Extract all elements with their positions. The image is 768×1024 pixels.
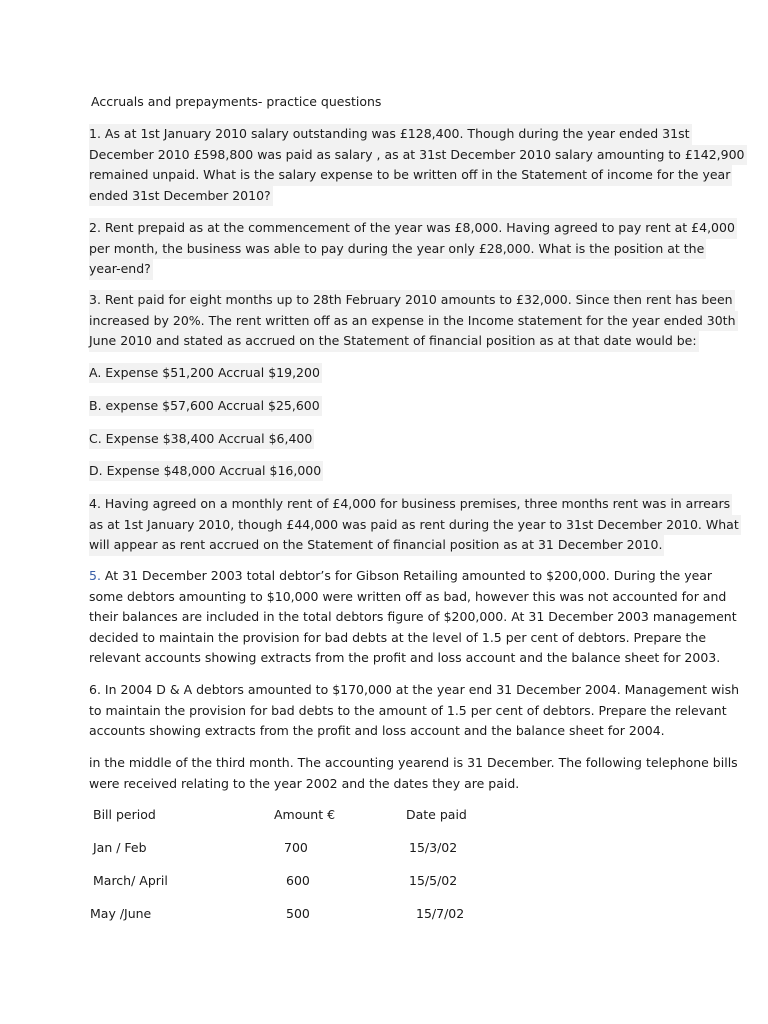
question-5-line: their balances are included in the total debtors figure of $200,000. At 31 December 2003 management — [89, 609, 737, 624]
question-3 — [89, 290, 736, 352]
option-d: D. Expense $48,000 Accrual $16,000 — [89, 461, 323, 481]
telephone-intro — [89, 753, 738, 794]
question-6 — [89, 680, 740, 742]
question-2-line: 2. Rent prepaid as at the commencement of the year was £8,000. Having agreed to pay rent at £4,000 — [89, 218, 737, 239]
bill-date-paid: 15/5/02 — [409, 873, 458, 888]
question-4 — [89, 494, 739, 556]
question-1-line: 1. As at 1st January 2010 salary outstanding was £128,400. Though during the year ended 31st — [89, 124, 692, 145]
option-a: A. Expense $51,200 Accrual $19,200 — [89, 363, 322, 383]
bill-date-paid: 15/3/02 — [409, 840, 458, 855]
question-5-line: relevant accounts showing extracts from the profit and loss account and the balance sheet for 2003. — [89, 650, 721, 665]
bill-period: March/ April — [93, 873, 168, 888]
question-6-line: to maintain the provision for bad debts to the amount of 1.5 per cent of debtors. Prepare the relevant — [89, 702, 727, 718]
telephone-intro-line: were received relating to the year 2002 and the dates they are paid. — [89, 775, 520, 791]
document-title: Accruals and prepayments- practice questions — [91, 94, 382, 109]
table-row — [93, 871, 513, 904]
telephone-intro-line: in the middle of the third month. The accounting yearend is 31 December. The following telephone bills — [89, 755, 738, 770]
question-4-line: will appear as rent accrued on the Statement of financial position as at 31 December 2010. — [89, 535, 664, 556]
bill-period: May /June — [90, 906, 152, 921]
question-5 — [89, 566, 737, 669]
bills-header-date: Date paid — [406, 807, 467, 822]
question-1-line: ended 31st December 2010? — [89, 186, 273, 207]
question-3-line: increased by 20%. The rent written off as an expense in the Income statement for the year ended 30th — [89, 311, 738, 332]
bill-amount: 600 — [286, 873, 310, 888]
question-2-line: per month, the business was able to pay during the year only £28,000. What is the position at the — [89, 239, 706, 260]
question-1 — [89, 124, 745, 206]
question-5-number: 5. — [89, 568, 101, 583]
question-5-line: some debtors amounting to $10,000 were written off as bad, however this was not accounted for and — [89, 588, 727, 604]
question-1-line: December 2010 £598,800 was paid as salary , as at 31st December 2010 salary amounting to £142,900 — [89, 145, 747, 166]
question-3-line: 3. Rent paid for eight months up to 28th February 2010 amounts to £32,000. Since then rent has been — [89, 290, 735, 311]
question-1-line: remained unpaid. What is the salary expense to be written off in the Statement of income for the year — [89, 165, 732, 186]
question-4-line: 4. Having agreed on a monthly rent of £4,000 for business premises, three months rent was in arrears — [89, 494, 732, 515]
question-2 — [89, 218, 735, 280]
question-5-line: decided to maintain the provision for bad debts at the level of 1.5 per cent of debtors. Prepare the — [89, 629, 707, 645]
bill-amount: 500 — [286, 906, 310, 921]
question-3-line: June 2010 and stated as accrued on the Statement of financial position as at that date would be: — [89, 331, 699, 352]
bill-amount: 700 — [284, 840, 308, 855]
question-2-line: year-end? — [89, 259, 153, 280]
question-5-text: At 31 December 2003 total debtor’s for Gibson Retailing amounted to $200,000. During the year — [100, 568, 713, 583]
option-c: C. Expense $38,400 Accrual $6,400 — [89, 429, 314, 449]
bills-table — [90, 805, 513, 937]
bills-header-period: Bill period — [93, 807, 156, 822]
question-5-line — [89, 566, 713, 587]
question-4-line: as at 1st January 2010, though £44,000 was paid as rent during the year to 31st December 2010. What — [89, 515, 741, 536]
bill-date-paid: 15/7/02 — [416, 906, 465, 921]
bills-header-row — [93, 805, 513, 838]
option-b: B. expense $57,600 Accrual $25,600 — [89, 396, 322, 416]
bills-header-amount: Amount € — [274, 807, 336, 822]
question-6-line: 6. In 2004 D & A debtors amounted to $170,000 at the year end 31 December 2004. Management wish — [89, 682, 740, 697]
bill-period: Jan / Feb — [93, 840, 147, 855]
table-row — [90, 904, 513, 937]
question-6-line: accounts showing extracts from the profit and loss account and the balance sheet for 2004. — [89, 723, 665, 738]
table-row — [93, 838, 513, 871]
